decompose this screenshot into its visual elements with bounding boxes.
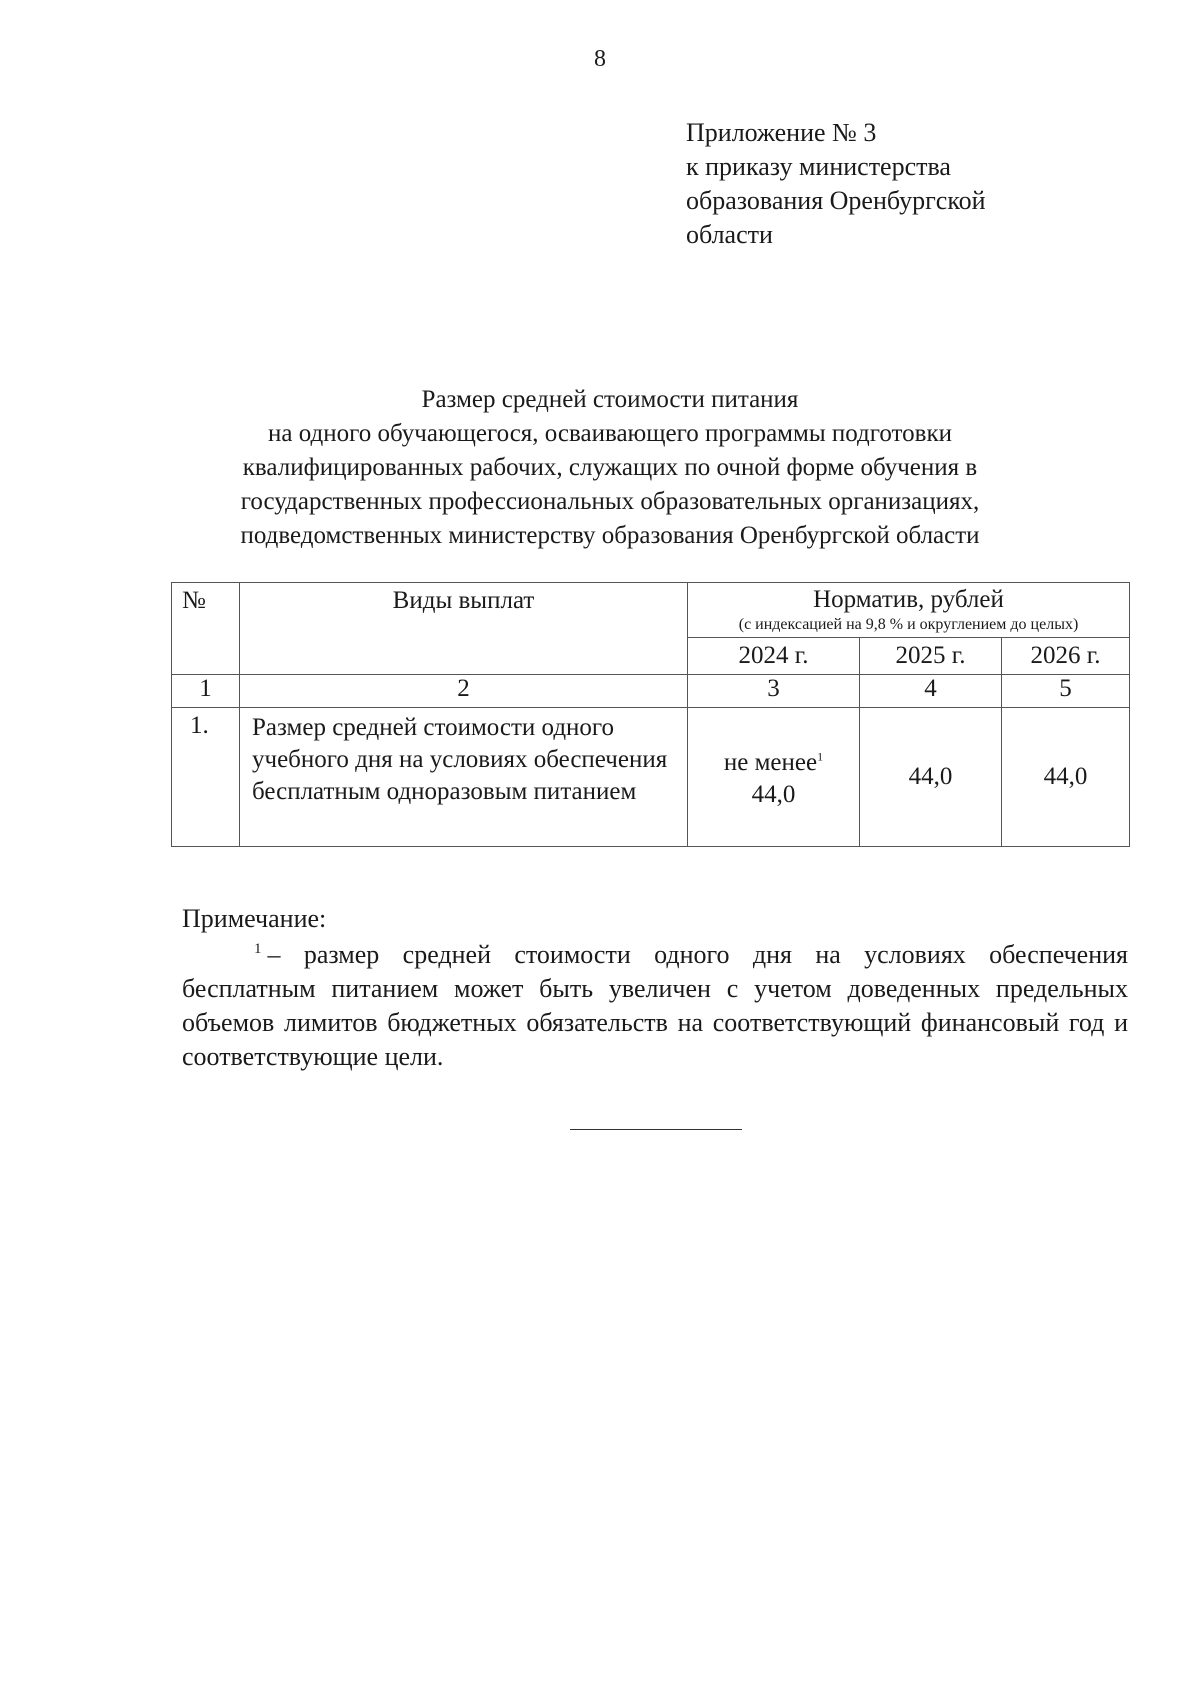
index-cell: 4 [860, 675, 1002, 708]
end-divider [570, 1129, 742, 1130]
value-prefix-line [688, 747, 859, 779]
appendix-line: образования Оренбургской [686, 186, 986, 215]
index-cell: 1 [172, 675, 240, 708]
title-line: государственных профессиональных образовательных организациях, [240, 488, 980, 515]
header-year-2025: 2025 г. [860, 638, 1002, 675]
appendix-line: Приложение № 3 [686, 118, 877, 147]
note-body: – размер средней стоимости одного дня на условиях обеспечения бесплатным питанием может быть увеличен с учетом доведенных предельных объемов лимитов бюджетных обязательств на соответствующий финансовый год и соответствующие цели. [182, 940, 1128, 1071]
header-norm-label: Норматив, рублей [813, 586, 1004, 613]
appendix-line: области [686, 220, 773, 249]
header-year-2026: 2026 г. [1002, 638, 1130, 675]
index-cell: 2 [240, 675, 688, 708]
footnote-mark: 1 [817, 749, 824, 764]
header-payment-types: Виды выплат [240, 583, 688, 675]
table-row [172, 708, 1130, 847]
table-header-row [172, 583, 1130, 638]
document-title [150, 383, 1070, 553]
index-cell: 3 [688, 675, 860, 708]
row-value-2025: 44,0 [860, 708, 1002, 847]
value-prefix: не менее [723, 749, 818, 776]
note-footnote-mark: 1 [254, 941, 262, 958]
row-value-2024 [688, 708, 860, 847]
page-number: 8 [594, 46, 606, 72]
appendix-reference [686, 116, 1106, 252]
value-2024: 44,0 [751, 781, 796, 808]
index-cell: 5 [1002, 675, 1130, 708]
row-value-2026: 44,0 [1002, 708, 1130, 847]
note-label: Примечание: [182, 904, 327, 933]
header-norm [688, 583, 1130, 638]
title-line: на одного обучающегося, осваивающего программы подготовки [268, 420, 952, 447]
row-payment-type: Размер средней стоимости одного учебного дня на условиях обеспечения бесплатным одноразовым питанием [240, 708, 688, 847]
header-year-2024: 2024 г. [688, 638, 860, 675]
title-line: Размер средней стоимости питания [421, 386, 799, 413]
appendix-line: к приказу министерства [686, 152, 951, 181]
header-norm-note: (с индексацией на 9,8 % и округлением до целых) [738, 616, 1079, 633]
note-text [182, 938, 1128, 1074]
row-number: 1. [172, 708, 240, 847]
title-line: квалифицированных рабочих, служащих по очной форме обучения в [242, 454, 978, 481]
title-line: подведомственных министерству образования Оренбургской области [240, 522, 980, 549]
norms-table [171, 582, 1130, 847]
table-index-row [172, 675, 1130, 708]
header-number: № [172, 583, 240, 675]
